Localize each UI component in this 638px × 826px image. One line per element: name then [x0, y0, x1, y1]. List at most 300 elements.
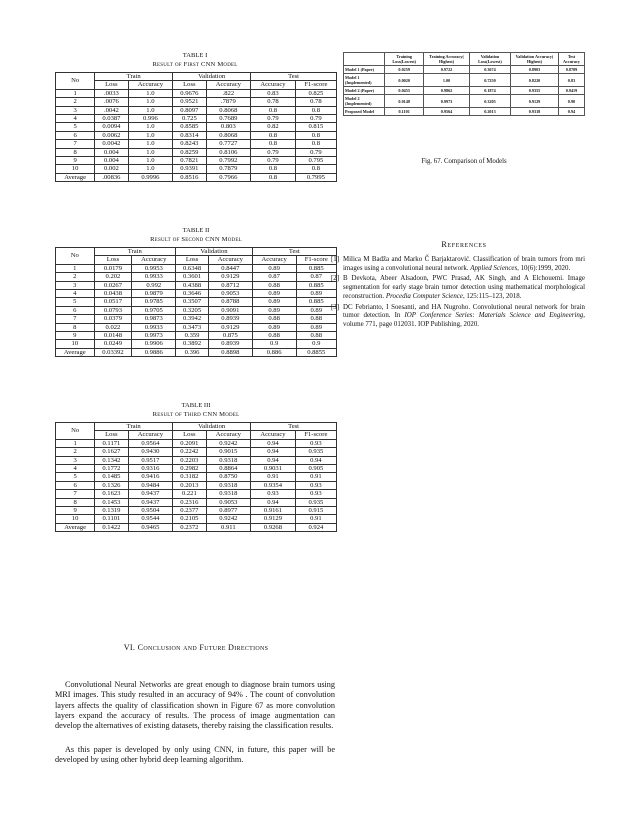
references-list	[317, 256, 585, 332]
table-row	[56, 306, 337, 314]
comparison-row	[344, 66, 585, 74]
table-cell: 0.1342	[95, 456, 128, 464]
table-cell: 0.396	[176, 348, 209, 356]
table-cell: 0.9973	[132, 332, 176, 340]
table-row	[56, 157, 337, 165]
table-header-cell: Loss	[95, 431, 128, 439]
table-1-label: TABLE I	[182, 52, 208, 59]
table-cell: 0.9053	[206, 498, 251, 506]
table-2-title: Result of Second CNN Model	[150, 235, 242, 243]
table-row	[56, 89, 337, 97]
table-cell: 0.1453	[95, 498, 128, 506]
table-cell: 0.3473	[176, 323, 209, 331]
table-cell: 0.8750	[206, 473, 251, 481]
table-cell: 0.2203	[173, 456, 206, 464]
table-cell: 0.9242	[206, 439, 251, 447]
comparison-cell: 0.2013	[469, 108, 510, 116]
table-cell: 0.825	[295, 89, 336, 97]
table-cell: 0.2982	[173, 465, 206, 473]
table-header-cell: Test	[251, 423, 337, 431]
table-cell: 0.88	[252, 332, 296, 340]
table-cell: 0.9053	[208, 290, 252, 298]
table-sub-header-row	[56, 256, 337, 264]
table-cell: 3	[56, 456, 95, 464]
table-cell: 0.2091	[173, 439, 206, 447]
table-cell: 0.88	[252, 281, 296, 289]
table-cell: 0.8	[251, 165, 296, 173]
table-cell: 0.91	[251, 473, 296, 481]
table-cell: 1.0	[128, 165, 173, 173]
table-cell: 1	[56, 89, 95, 97]
references-heading: References	[441, 240, 487, 249]
table-cell: 2	[56, 273, 95, 281]
table-cell: 0.8	[251, 140, 296, 148]
table-cell: 7	[56, 140, 95, 148]
table-cell: 0.815	[295, 123, 336, 131]
table-row	[56, 98, 337, 106]
table-row	[56, 439, 337, 447]
table-cell: 0.9316	[128, 465, 173, 473]
comparison-cell: Proposed Model	[344, 108, 385, 116]
table-cell: 0.9031	[251, 465, 296, 473]
table-cell: 0.9	[296, 340, 336, 348]
table-header-cell: Accuracy	[128, 431, 173, 439]
table-cell: 0.1485	[95, 473, 128, 481]
table-cell: 0.2105	[173, 515, 206, 523]
table-row	[56, 490, 337, 498]
table-cell: 0.88	[296, 332, 336, 340]
table-sub-header-row	[56, 431, 337, 439]
table-cell: 0.7966	[206, 173, 251, 181]
table-cell: 0.9318	[206, 481, 251, 489]
table-cell: 0.0062	[95, 131, 128, 139]
table-header-cell: Accuracy	[251, 431, 296, 439]
comparison-row	[344, 108, 585, 116]
table-header-cell: Loss	[95, 81, 128, 89]
table-row	[56, 273, 337, 281]
table-cell: 0.8712	[208, 281, 252, 289]
table-cell: 0.8	[295, 106, 336, 114]
table-cell: 0.94	[251, 498, 296, 506]
table-cell: 0.004	[95, 157, 128, 165]
table-cell: 0.8939	[208, 315, 252, 323]
table-cell: 0.91	[295, 515, 336, 523]
reference-text-part: B Devkota, Abeer Alsadoon, PWC Prasad, AK Singh, and A Elchouemi. Image segmentation for early stage brain tumor detection using mathematical morphological reconstruction.	[343, 275, 585, 300]
table-cell: 0.88	[252, 315, 296, 323]
table-cell: 0.9953	[132, 264, 176, 272]
table-cell: 0.359	[176, 332, 209, 340]
table-cell: 0.7821	[173, 157, 206, 165]
table-header-cell: No	[56, 248, 95, 265]
table-header-cell: Loss	[173, 81, 206, 89]
comparison-cell: 0.9318	[511, 108, 559, 116]
table-cell: 0.79	[251, 148, 296, 156]
table-cell: 0.9318	[206, 490, 251, 498]
table-row	[56, 165, 337, 173]
table-cell: 0.88	[296, 315, 336, 323]
table-header-cell: F1-score	[295, 431, 336, 439]
table-cell: 0.0148	[94, 332, 132, 340]
table-cell: 3	[56, 281, 95, 289]
table-cell: 0.8855	[296, 348, 336, 356]
table-cell: 1.0	[128, 106, 173, 114]
table-cell: 0.1623	[95, 490, 128, 498]
table-cell: 0.9933	[132, 273, 176, 281]
reference-text-part: DC Febrianto, I Soesanti, and HA Nugroho. Convolutional neural network for brain tumor detection. In	[343, 303, 585, 320]
table-row	[56, 148, 337, 156]
table-cell: 3	[56, 106, 95, 114]
table-cell: 9	[56, 332, 95, 340]
table-1-title: Result of First CNN Model	[152, 60, 238, 68]
table-cell: 0.3205	[176, 306, 209, 314]
comparison-row	[344, 87, 585, 95]
table-cell: 0.911	[206, 523, 251, 531]
table-cell: 0.1171	[95, 439, 128, 447]
table-cell: 0.3507	[176, 298, 209, 306]
table-row	[56, 290, 337, 298]
table-row	[56, 173, 337, 181]
table-cell: 0.9873	[132, 315, 176, 323]
reference-text-part: , volume 771, page 012031. IOP Publishing, 2020.	[343, 312, 585, 328]
comparison-cell: 0.0148	[385, 95, 424, 108]
table-cell: 0.93	[251, 490, 296, 498]
table-cell: 1.0	[128, 131, 173, 139]
table-row	[56, 123, 337, 131]
table-cell: 0.905	[295, 465, 336, 473]
table-cell: 8	[56, 148, 95, 156]
reference-text	[343, 304, 585, 330]
table-cell: 0.1101	[95, 515, 128, 523]
table-row	[56, 264, 337, 272]
table-cell: 0.2316	[173, 498, 206, 506]
table-cell: 0.9129	[208, 273, 252, 281]
table-cell: 0.9354	[251, 481, 296, 489]
table-cell: 0.2372	[173, 523, 206, 531]
comparison-cell: 0.8220	[511, 74, 559, 87]
table-header-cell: Validation	[173, 73, 251, 81]
comparison-header-cell: Test Accuracy	[558, 53, 584, 66]
reference-item	[317, 275, 585, 301]
table-cell: 9	[56, 507, 95, 515]
table-cell: 0.89	[252, 306, 296, 314]
table-cell: 0.9129	[251, 515, 296, 523]
table-cell: 9	[56, 157, 95, 165]
table-cell: 0.8	[295, 131, 336, 139]
table-cell: 1.0	[128, 157, 173, 165]
reference-text-part: Milica M Badža and Marko Č Barjaktarović. Classification of brain tumors from mri images using a convolutional neural network.	[343, 256, 585, 272]
table-cell: 0.7992	[206, 157, 251, 165]
table-3-label: TABLE III	[181, 402, 211, 409]
comparison-cell: Model 2 (Paper)	[344, 87, 385, 95]
comparison-cell: 0.9564	[424, 108, 470, 116]
table-cell: 0.8788	[208, 298, 252, 306]
section-heading: VI. Conclusion and Future Directions	[123, 643, 269, 652]
table-cell: 0.9906	[132, 340, 176, 348]
table-header-cell: Accuracy	[208, 256, 252, 264]
table-group-header-row	[56, 73, 337, 81]
table-cell: 4	[56, 115, 95, 123]
table-header-cell: Loss	[176, 256, 209, 264]
comparison-row	[344, 95, 585, 108]
comparison-cell: 0.9722	[424, 66, 470, 74]
table-cell: 0.89	[252, 323, 296, 331]
conclusion-paragraph-2: As this paper is developed by only using CNN, in future, this paper will be developed by using other hybrid deep learning algorithm.	[55, 745, 335, 765]
table-row	[56, 323, 337, 331]
table-cell: 0.8939	[208, 340, 252, 348]
comparison-cell: 0.3674	[469, 66, 510, 74]
comparison-cell: Model 1 (Paper)	[344, 66, 385, 74]
table-3-title: Result of Third CNN Model	[152, 410, 240, 418]
comparison-cell: Model 2 (Implemented)	[344, 95, 385, 108]
comparison-cell: 0.3205	[469, 95, 510, 108]
table-header-cell: F1-score	[295, 81, 336, 89]
table-cell: 0.8	[295, 165, 336, 173]
table-cell: 0.935	[295, 448, 336, 456]
table-row	[56, 281, 337, 289]
table-cell: 0.8106	[206, 148, 251, 156]
table-cell: 0.87	[252, 273, 296, 281]
table-row	[56, 106, 337, 114]
comparison-cell: 0.9355	[511, 87, 559, 95]
table-cell: 0.885	[296, 298, 336, 306]
table-cell: 0.83	[251, 89, 296, 97]
table-row	[56, 315, 337, 323]
table-cell: 0.2013	[173, 481, 206, 489]
table-cell: 0.1627	[95, 448, 128, 456]
table-row	[56, 523, 337, 531]
table-cell: 0.0179	[94, 264, 132, 272]
comparison-cell: 0.9419	[558, 87, 584, 95]
table-sub-header-row	[56, 81, 337, 89]
table-cell: 0.3646	[176, 290, 209, 298]
table-cell: 4	[56, 290, 95, 298]
table-cell: 0.3942	[176, 315, 209, 323]
table-cell: 0.8	[251, 106, 296, 114]
table-header-cell: Accuracy	[206, 431, 251, 439]
table-row	[56, 448, 337, 456]
table-cell: 0.795	[295, 157, 336, 165]
table-row	[56, 140, 337, 148]
reference-venue: Applied Sciences	[470, 264, 518, 272]
table-cell: 0.8585	[173, 123, 206, 131]
table-cell: 0.78	[251, 98, 296, 106]
comparison-cell: Model 1 (Implemented)	[344, 74, 385, 87]
table-cell: 0.93	[295, 439, 336, 447]
table-cell: 0.9391	[173, 165, 206, 173]
table-cell: 0.8447	[208, 264, 252, 272]
table-group-header-row	[56, 423, 337, 431]
table-header-cell: Validation	[173, 423, 251, 431]
comparison-row	[344, 74, 585, 87]
table-cell: 0.0517	[94, 298, 132, 306]
table-header-cell: Accuracy	[128, 81, 173, 89]
comparison-cell: 0.9862	[424, 87, 470, 95]
table-cell: 0.8	[251, 131, 296, 139]
table-cell: 0.4388	[176, 281, 209, 289]
table-cell: 7	[56, 315, 95, 323]
table-row	[56, 515, 337, 523]
table-cell: 0.202	[94, 273, 132, 281]
table-cell: 0.002	[95, 165, 128, 173]
table-cell: .0033	[95, 89, 128, 97]
table-cell: 0.9161	[251, 507, 296, 515]
table-cell: 0.89	[252, 298, 296, 306]
table-cell: 0.9	[252, 340, 296, 348]
table-cell: 0.94	[295, 456, 336, 464]
table-cell: 0.875	[208, 332, 252, 340]
table-cell: 0.7995	[295, 173, 336, 181]
table-cell: 0.1422	[95, 523, 128, 531]
table-cell: 0.0267	[94, 281, 132, 289]
table-cell: 0.9996	[128, 173, 173, 181]
table-cell: 0.3182	[173, 473, 206, 481]
table-cell: 0.7689	[206, 115, 251, 123]
table-2-caption	[55, 227, 337, 244]
table-cell: 0.885	[296, 264, 336, 272]
table-cell: 1.0	[128, 98, 173, 106]
table-cell: 0.8516	[173, 173, 206, 181]
reference-number: [2]	[330, 275, 339, 283]
table-cell: 0.8243	[173, 140, 206, 148]
table-3-caption	[55, 402, 337, 419]
table-cell: 0.221	[173, 490, 206, 498]
table-cell: 0.725	[173, 115, 206, 123]
reference-number: [3]	[330, 303, 339, 311]
table-cell: 0.9484	[128, 481, 173, 489]
table-cell: 0.89	[296, 323, 336, 331]
comparison-table	[343, 52, 585, 116]
table-row	[56, 332, 337, 340]
table-cell: 6	[56, 131, 95, 139]
table-cell: 0.022	[94, 323, 132, 331]
table-cell: 0.0249	[94, 340, 132, 348]
table-row	[56, 498, 337, 506]
table-3-block	[55, 402, 337, 532]
table-cell: 6	[56, 481, 95, 489]
comparison-header-cell: Training Loss(Lowest)	[385, 53, 424, 66]
table-1-block	[55, 52, 335, 182]
table-cell: 0.9091	[208, 306, 252, 314]
comparison-header-cell: Validation Accuracy( Highest)	[511, 53, 559, 66]
table-cell: 0.992	[132, 281, 176, 289]
table-row	[56, 473, 337, 481]
table-cell: .0042	[95, 106, 128, 114]
table-header-cell: Train	[95, 73, 173, 81]
table-cell: 0.803	[206, 123, 251, 131]
table-header-cell: Test	[252, 248, 336, 256]
table-cell: 0.1319	[95, 507, 128, 515]
table-header-cell: Accuracy	[206, 81, 251, 89]
reference-item	[317, 304, 585, 330]
table-cell: 0.8	[295, 140, 336, 148]
table-cell: 0.7879	[206, 165, 251, 173]
table-row	[56, 481, 337, 489]
table-cell: 0.94	[251, 456, 296, 464]
table-cell: 0.79	[295, 115, 336, 123]
table-cell: 7	[56, 490, 95, 498]
table-cell: 0.2377	[173, 507, 206, 515]
table-cell: 0.8977	[206, 507, 251, 515]
reference-number: [1]	[330, 256, 339, 263]
table-cell: 0.87	[296, 273, 336, 281]
table-header-cell: Loss	[173, 431, 206, 439]
table-cell: 0.0042	[95, 140, 128, 148]
table-1-caption	[55, 52, 335, 69]
table-cell: 1.0	[128, 89, 173, 97]
table-header-cell: Accuracy	[252, 256, 296, 264]
table-row	[56, 348, 337, 356]
table-cell: 0.8898	[208, 348, 252, 356]
table-cell: 0.79	[251, 115, 296, 123]
comparison-header-cell: Validation Loss(Lowest)	[469, 53, 510, 66]
table-header-cell: Test	[251, 73, 337, 81]
reference-text-part: , 10(6):1999, 2020.	[517, 264, 571, 272]
table-cell: 0.9242	[206, 515, 251, 523]
comparison-cell: 1.00	[424, 74, 470, 87]
table-cell: 5	[56, 473, 95, 481]
table-header-cell: No	[56, 73, 95, 90]
table-cell: 0.89	[252, 264, 296, 272]
table-cell: 0.6348	[176, 264, 209, 272]
table-cell: 0.9437	[128, 490, 173, 498]
table-cell: 0.9430	[128, 448, 173, 456]
table-header-cell: Accuracy	[132, 256, 176, 264]
table-cell: 0.9564	[128, 439, 173, 447]
table-cell: 0.935	[295, 498, 336, 506]
table-header-cell: Loss	[94, 256, 132, 264]
table-cell: 0.0094	[95, 123, 128, 131]
comparison-cell: 0.1874	[469, 87, 510, 95]
table-cell: 0.9517	[128, 456, 173, 464]
table-cell: 0.915	[295, 507, 336, 515]
comparison-header-cell: Training Accuracy( Highest)	[424, 53, 470, 66]
comparison-cell: 0.0259	[385, 66, 424, 74]
table-cell: 0.9933	[132, 323, 176, 331]
table-cell: 0.9318	[206, 456, 251, 464]
table-header-cell: Validation	[176, 248, 253, 256]
table-2-label: TABLE II	[182, 227, 210, 234]
table-cell: 1.0	[128, 140, 173, 148]
table-cell: 1	[56, 264, 95, 272]
conclusion-paragraph-1: Convolutional Neural Networks are great enough to diagnose brain tumors using MRI images. This study resulted in an accuracy of 94% . The count of convolution layers affects the quality of classification shown in Figure 67 as more convolution layers expand the accuracy of results. The process of image augmentation can develop the alternatives of existing datasets, thereby raising the classification results.	[55, 680, 335, 731]
table-cell: 0.9416	[128, 473, 173, 481]
table-cell: 0.9544	[128, 515, 173, 523]
table-header-cell: Accuracy	[251, 81, 296, 89]
table-cell: 0.8097	[173, 106, 206, 114]
table-cell: 0.94	[251, 448, 296, 456]
table-cell: 1.0	[128, 148, 173, 156]
table-cell: 0.82	[251, 123, 296, 131]
table-cell: 0.79	[251, 157, 296, 165]
table-1	[55, 72, 337, 182]
table-group-header-row	[56, 248, 337, 256]
table-cell: 0.9886	[132, 348, 176, 356]
table-cell: 1	[56, 439, 95, 447]
comparison-header-cell	[344, 53, 385, 66]
table-cell: 5	[56, 123, 95, 131]
table-2	[55, 247, 337, 357]
table-header-cell: Train	[95, 423, 173, 431]
table-cell: Average	[56, 173, 95, 181]
table-row	[56, 456, 337, 464]
table-cell: 0.0793	[94, 306, 132, 314]
table-cell: 0.9879	[132, 290, 176, 298]
table-cell: 0.79	[295, 148, 336, 156]
table-cell: 0.924	[295, 523, 336, 531]
table-cell: 2	[56, 448, 95, 456]
table-row	[56, 115, 337, 123]
table-cell: 0.8	[251, 173, 296, 181]
